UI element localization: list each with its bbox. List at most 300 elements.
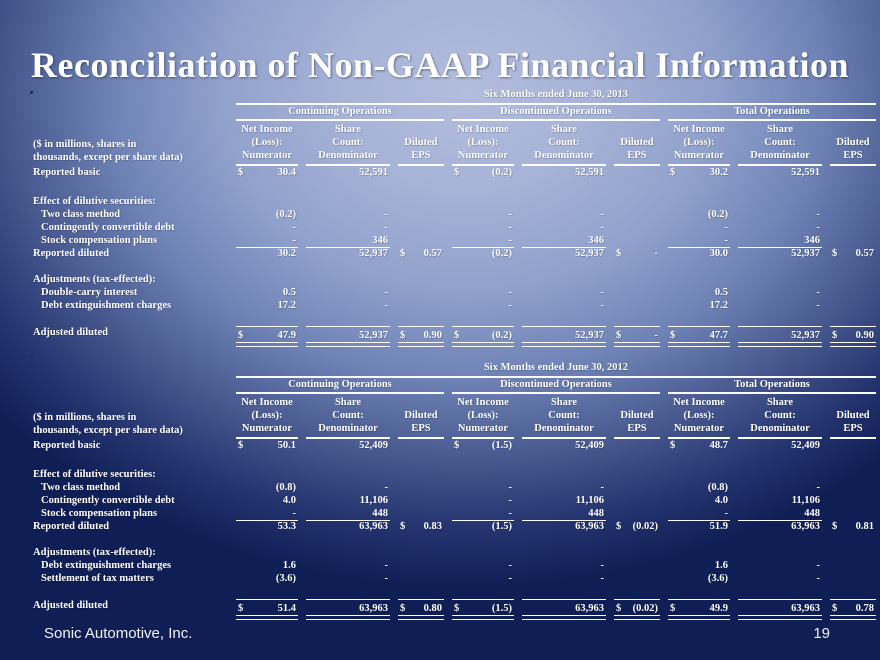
denominator-cell [306, 599, 390, 616]
row-spacer [33, 452, 876, 468]
row-label: Contingently convertible debt [41, 222, 175, 233]
denominator-cell [306, 572, 390, 585]
numerator-value: 1.6 [282, 560, 296, 571]
denominator-cell [306, 221, 390, 234]
column-header-line: Diluted [404, 137, 438, 148]
column-header-line: EPS [627, 423, 647, 434]
eps-cell [614, 208, 660, 221]
eps-value: 0.80 [423, 603, 442, 614]
numerator-value: - [508, 495, 512, 506]
denominator-value: 63,963 [791, 603, 820, 614]
column-header-denominator [738, 121, 822, 166]
eps-cell [398, 166, 444, 179]
numerator-cell [452, 481, 514, 494]
numerator-cell [236, 286, 298, 299]
numerator-value: 17.2 [277, 300, 296, 311]
eps-cell [398, 494, 444, 507]
column-header-line: Diluted [620, 137, 654, 148]
denominator-cell [306, 326, 390, 343]
currency-symbol: $ [832, 248, 838, 259]
numerator-value: - [292, 222, 296, 233]
numerator-cell [236, 208, 298, 221]
table-row [33, 572, 876, 585]
row-label: Adjusted diluted [33, 327, 108, 338]
denominator-cell [738, 439, 822, 452]
numerator-cell [452, 208, 514, 221]
denominator-cell [306, 299, 390, 312]
reconciliation-tables [33, 88, 876, 634]
numerator-cell [452, 286, 514, 299]
numerator-cell [668, 166, 730, 179]
denominator-cell [522, 166, 606, 179]
denominator-cell [522, 599, 606, 616]
denominator-cell [738, 326, 822, 343]
operations-group-header: Discontinued Operations [452, 105, 660, 121]
row-label: Reported diluted [33, 521, 110, 532]
eps-cell [614, 286, 660, 299]
table-row [33, 234, 876, 247]
column-header-line: Denominator [318, 150, 378, 161]
eps-cell [398, 599, 444, 616]
column-header-line: Count: [332, 410, 364, 421]
column-header-line: (Loss): [467, 137, 499, 148]
numerator-cell [452, 572, 514, 585]
column-header-numerator [452, 121, 514, 166]
numerator-value: 50.1 [277, 440, 296, 451]
numerator-value: 0.5 [282, 287, 296, 298]
numerator-cell [668, 481, 730, 494]
numerator-value: 4.0 [282, 495, 296, 506]
numerator-cell [452, 247, 514, 260]
numerator-cell [236, 247, 298, 260]
denominator-value: 52,591 [359, 167, 388, 178]
denominator-value: - [384, 300, 388, 311]
denominator-cell [738, 599, 822, 616]
table-row [33, 208, 876, 221]
column-header-eps [830, 121, 876, 166]
eps-cell [830, 247, 876, 260]
numerator-cell [236, 481, 298, 494]
numerator-value: - [508, 482, 512, 493]
denominator-value: 63,963 [791, 521, 820, 532]
currency-symbol: $ [238, 440, 244, 451]
denominator-cell [522, 572, 606, 585]
row-label: Reported basic [33, 167, 101, 178]
denominator-cell [306, 494, 390, 507]
table-row [33, 247, 876, 260]
eps-cell [614, 520, 660, 533]
operations-group-header: Continuing Operations [236, 105, 444, 121]
column-header-line: Denominator [750, 423, 810, 434]
denominator-value: 52,937 [791, 330, 820, 341]
column-header-line: Numerator [457, 150, 509, 161]
eps-value: 0.57 [855, 248, 874, 259]
column-header-line: Net Income [673, 397, 725, 408]
numerator-value: (0.8) [707, 482, 728, 493]
eps-cell [830, 439, 876, 452]
numerator-value: (3.6) [275, 573, 296, 584]
numerator-value: (1.5) [491, 440, 512, 451]
denominator-value: 52,937 [575, 248, 604, 259]
table-row [33, 599, 876, 616]
column-header-line: Count: [764, 410, 796, 421]
column-header-numerator [236, 394, 298, 439]
denominator-cell [522, 494, 606, 507]
table-row [33, 299, 876, 312]
numerator-value: 4.0 [714, 495, 728, 506]
column-header-line: Numerator [457, 423, 509, 434]
numerator-cell [236, 299, 298, 312]
column-header-eps [398, 121, 444, 166]
denominator-cell [306, 247, 390, 260]
numerator-cell [452, 599, 514, 616]
numerator-cell [236, 221, 298, 234]
denominator-value: - [816, 209, 820, 220]
row-spacer [33, 585, 876, 599]
currency-symbol: $ [832, 330, 838, 341]
column-header-line: Net Income [241, 124, 293, 135]
slide-title: Reconciliation of Non-GAAP Financial Information [31, 45, 849, 85]
denominator-value: - [600, 573, 604, 584]
numerator-value: (0.2) [491, 330, 512, 341]
denominator-value: 448 [804, 508, 820, 519]
table-header-row [33, 88, 876, 105]
numerator-cell [236, 599, 298, 616]
numerator-cell [236, 439, 298, 452]
numerator-value: - [508, 508, 512, 519]
numerator-cell [236, 494, 298, 507]
denominator-value: - [384, 222, 388, 233]
denominator-value: 52,591 [575, 167, 604, 178]
currency-symbol: $ [238, 330, 244, 341]
column-header-numerator [452, 394, 514, 439]
eps-cell [398, 559, 444, 572]
eps-cell [830, 208, 876, 221]
column-header-line: Share [550, 397, 578, 408]
numerator-cell [668, 234, 730, 248]
column-header-denominator [522, 394, 606, 439]
currency-symbol: $ [670, 167, 676, 178]
eps-cell [614, 221, 660, 234]
eps-value: 0.90 [855, 330, 874, 341]
currency-symbol: $ [400, 521, 406, 532]
row-spacer [33, 312, 876, 326]
numerator-cell [452, 166, 514, 179]
table-row [33, 520, 876, 533]
table-group-row [33, 378, 876, 394]
denominator-value: - [600, 300, 604, 311]
denominator-value: 63,963 [575, 603, 604, 614]
numerator-value: - [508, 573, 512, 584]
eps-value: - [654, 330, 658, 341]
row-spacer [33, 179, 876, 195]
column-header-line: Share [550, 124, 578, 135]
currency-symbol: $ [832, 603, 838, 614]
denominator-cell [522, 247, 606, 260]
numerator-cell [668, 599, 730, 616]
denominator-value: 63,963 [359, 603, 388, 614]
column-header-line: Diluted [836, 410, 870, 421]
numerator-cell [452, 234, 514, 248]
eps-cell [614, 481, 660, 494]
denominator-cell [306, 234, 390, 248]
column-header-line: Net Income [241, 397, 293, 408]
denominator-value: 11,106 [359, 495, 388, 506]
table-row [33, 221, 876, 234]
numerator-value: - [724, 235, 728, 246]
denominator-value: 52,409 [575, 440, 604, 451]
row-spacer [33, 260, 876, 273]
numerator-value: 17.2 [709, 300, 728, 311]
denominator-cell [306, 520, 390, 533]
eps-cell [614, 234, 660, 248]
column-header-line: EPS [843, 150, 863, 161]
eps-value: 0.83 [423, 521, 442, 532]
column-header-line: Count: [548, 410, 580, 421]
column-header-line: (Loss): [683, 137, 715, 148]
column-header-denominator [306, 394, 390, 439]
numerator-cell [452, 559, 514, 572]
denominator-value: - [816, 560, 820, 571]
column-header-numerator [668, 394, 730, 439]
column-header-line: Count: [332, 137, 364, 148]
denominator-value: 448 [372, 508, 388, 519]
operations-group-header: Discontinued Operations [452, 378, 660, 394]
column-header-denominator [738, 394, 822, 439]
table-row [33, 546, 876, 559]
column-header-line: Net Income [457, 124, 509, 135]
operations-group-header: Continuing Operations [236, 378, 444, 394]
numerator-cell [668, 286, 730, 299]
numerator-value: - [508, 300, 512, 311]
denominator-value: 11,106 [575, 495, 604, 506]
column-header-numerator [236, 121, 298, 166]
row-label: Double-carry interest [41, 287, 138, 298]
denominator-value: 346 [372, 235, 388, 246]
units-note-line: thousands, except per share data) [33, 425, 183, 436]
eps-cell [830, 572, 876, 585]
eps-cell [830, 286, 876, 299]
eps-cell [614, 559, 660, 572]
numerator-cell [668, 559, 730, 572]
row-label: Stock compensation plans [41, 508, 158, 519]
units-note-line: thousands, except per share data) [33, 152, 183, 163]
denominator-cell [522, 559, 606, 572]
table-subheader-row [33, 121, 876, 166]
numerator-cell [668, 299, 730, 312]
column-header-eps [398, 394, 444, 439]
row-label: Debt extinguishment charges [41, 300, 172, 311]
column-header-line: EPS [627, 150, 647, 161]
financial-table [33, 88, 876, 343]
column-header-line: Diluted [836, 137, 870, 148]
eps-cell [398, 572, 444, 585]
period-header: Six Months ended June 30, 2012 [236, 361, 876, 378]
denominator-cell [522, 507, 606, 521]
denominator-value: 52,409 [791, 440, 820, 451]
row-label: Reported diluted [33, 248, 110, 259]
numerator-value: - [508, 287, 512, 298]
currency-symbol: $ [238, 167, 244, 178]
denominator-cell [306, 439, 390, 452]
denominator-value: - [600, 222, 604, 233]
eps-cell [398, 520, 444, 533]
table-row [33, 326, 876, 343]
denominator-value: 52,591 [791, 167, 820, 178]
table-group-row [33, 105, 876, 121]
eps-value: (0.02) [632, 603, 658, 614]
units-note [33, 121, 228, 166]
denominator-cell [522, 234, 606, 248]
eps-cell [398, 234, 444, 248]
currency-symbol: $ [238, 603, 244, 614]
numerator-value: 30.2 [277, 248, 296, 259]
numerator-value: 47.7 [709, 330, 728, 341]
numerator-cell [668, 507, 730, 521]
denominator-cell [522, 221, 606, 234]
currency-symbol: $ [616, 603, 622, 614]
denominator-cell [738, 507, 822, 521]
numerator-value: (3.6) [707, 573, 728, 584]
currency-symbol: $ [454, 167, 460, 178]
column-header-line: Diluted [404, 410, 438, 421]
numerator-cell [668, 572, 730, 585]
numerator-value: (0.2) [275, 209, 296, 220]
column-header-line: (Loss): [683, 410, 715, 421]
denominator-value: 52,937 [575, 330, 604, 341]
row-label: Two class method [41, 209, 121, 220]
table-header-row [33, 361, 876, 378]
eps-cell [398, 299, 444, 312]
denominator-cell [738, 166, 822, 179]
row-label: Stock compensation plans [41, 235, 158, 246]
column-header-line: Denominator [318, 423, 378, 434]
eps-value: 0.57 [423, 248, 442, 259]
denominator-value: - [816, 222, 820, 233]
column-header-eps [614, 121, 660, 166]
denominator-value: 346 [588, 235, 604, 246]
denominator-cell [522, 208, 606, 221]
column-header-line: Denominator [534, 423, 594, 434]
numerator-value: - [292, 508, 296, 519]
numerator-cell [236, 520, 298, 533]
numerator-cell [236, 507, 298, 521]
numerator-cell [236, 572, 298, 585]
eps-cell [398, 208, 444, 221]
column-header-line: Count: [764, 137, 796, 148]
numerator-cell [668, 494, 730, 507]
currency-symbol: $ [670, 603, 676, 614]
column-header-line: Numerator [241, 150, 293, 161]
numerator-value: 53.3 [277, 521, 296, 532]
numerator-value: - [508, 209, 512, 220]
numerator-value: 51.4 [277, 603, 296, 614]
denominator-cell [738, 208, 822, 221]
currency-symbol: $ [454, 603, 460, 614]
column-header-denominator [522, 121, 606, 166]
denominator-cell [306, 166, 390, 179]
financial-table [33, 361, 876, 616]
table-row [33, 468, 876, 481]
column-header-line: (Loss): [251, 137, 283, 148]
denominator-cell [738, 494, 822, 507]
column-header-line: Denominator [534, 150, 594, 161]
numerator-cell [452, 439, 514, 452]
denominator-cell [306, 559, 390, 572]
denominator-value: - [816, 482, 820, 493]
eps-cell [398, 481, 444, 494]
column-header-eps [830, 394, 876, 439]
numerator-value: 1.6 [714, 560, 728, 571]
column-header-line: Share [334, 124, 362, 135]
numerator-value: (0.2) [707, 209, 728, 220]
row-label: Settlement of tax matters [41, 573, 154, 584]
column-header-eps [614, 394, 660, 439]
table-row [33, 494, 876, 507]
table-row [33, 439, 876, 452]
table-row [33, 195, 876, 208]
denominator-value: 52,937 [359, 248, 388, 259]
denominator-cell [522, 439, 606, 452]
eps-value: 0.90 [423, 330, 442, 341]
denominator-cell [738, 286, 822, 299]
column-header-line: EPS [411, 150, 431, 161]
eps-cell [398, 507, 444, 521]
currency-symbol: $ [454, 440, 460, 451]
denominator-value: - [384, 287, 388, 298]
eps-cell [830, 507, 876, 521]
eps-cell [398, 286, 444, 299]
column-header-line: Net Income [457, 397, 509, 408]
denominator-value: 52,937 [359, 330, 388, 341]
eps-cell [830, 234, 876, 248]
denominator-value: 346 [804, 235, 820, 246]
eps-cell [830, 326, 876, 343]
denominator-cell [522, 299, 606, 312]
numerator-value: 30.4 [277, 167, 296, 178]
row-label: Reported basic [33, 440, 101, 451]
slide-footer [44, 625, 830, 642]
column-header-line: Denominator [750, 150, 810, 161]
eps-cell [614, 326, 660, 343]
eps-cell [398, 221, 444, 234]
table-row [33, 286, 876, 299]
denominator-value: - [816, 573, 820, 584]
denominator-cell [738, 572, 822, 585]
numerator-value: 47.9 [277, 330, 296, 341]
eps-cell [830, 520, 876, 533]
row-label: Debt extinguishment charges [41, 560, 172, 571]
numerator-cell [668, 520, 730, 533]
column-header-line: EPS [843, 423, 863, 434]
numerator-cell [236, 559, 298, 572]
column-header-line: Share [766, 397, 794, 408]
denominator-cell [738, 520, 822, 533]
table-row [33, 273, 876, 286]
currency-symbol: $ [670, 440, 676, 451]
numerator-cell [452, 326, 514, 343]
column-header-line: EPS [411, 423, 431, 434]
column-header-line: Count: [548, 137, 580, 148]
eps-cell [398, 247, 444, 260]
table-subheader-row [33, 394, 876, 439]
denominator-value: 52,937 [791, 248, 820, 259]
eps-cell [398, 326, 444, 343]
denominator-cell [738, 559, 822, 572]
row-spacer [33, 533, 876, 546]
eps-cell [830, 299, 876, 312]
eps-value: 0.78 [855, 603, 874, 614]
